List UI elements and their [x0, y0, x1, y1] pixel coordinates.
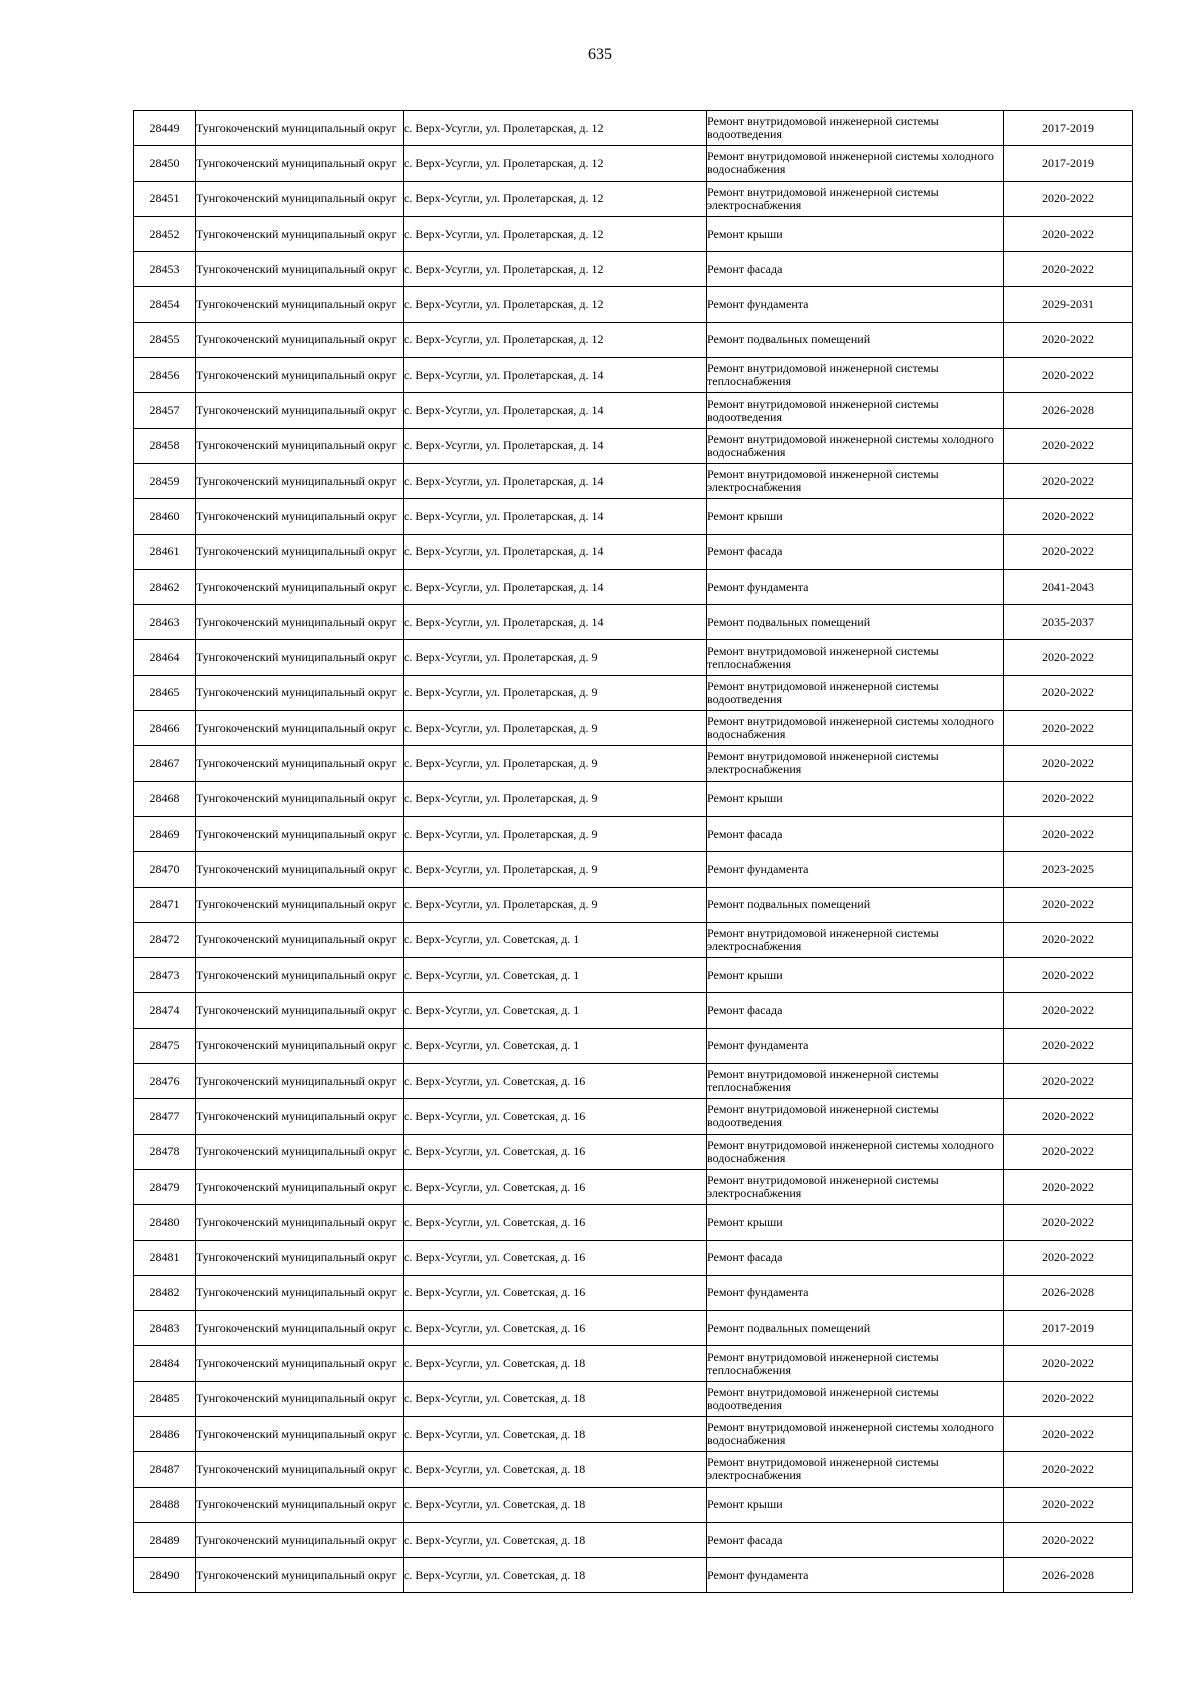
work-type-cell: Ремонт фундамента — [707, 1028, 1004, 1063]
row-number-cell: 28469 — [134, 816, 196, 851]
address-cell: с. Верх-Усугли, ул. Советская, д. 16 — [404, 1134, 707, 1169]
address-cell: с. Верх-Усугли, ул. Советская, д. 16 — [404, 1275, 707, 1310]
work-type-cell: Ремонт фасада — [707, 1240, 1004, 1275]
row-number-cell: 28480 — [134, 1205, 196, 1240]
district-cell: Тунгокоченский муниципальный округ — [196, 640, 404, 675]
period-cell: 2017-2019 — [1004, 146, 1133, 181]
row-number-cell: 28449 — [134, 111, 196, 146]
table-row — [134, 1134, 1133, 1169]
address-cell: с. Верх-Усугли, ул. Советская, д. 18 — [404, 1558, 707, 1593]
period-cell: 2020-2022 — [1004, 993, 1133, 1028]
address-cell: с. Верх-Усугли, ул. Советская, д. 18 — [404, 1487, 707, 1522]
row-number-cell: 28460 — [134, 499, 196, 534]
district-cell: Тунгокоченский муниципальный округ — [196, 499, 404, 534]
period-cell: 2026-2028 — [1004, 393, 1133, 428]
work-type-cell: Ремонт внутридомовой инженерной системы электроснабжения — [707, 181, 1004, 216]
work-type-cell: Ремонт внутридомовой инженерной системы холодного водоснабжения — [707, 1134, 1004, 1169]
work-type-cell: Ремонт крыши — [707, 216, 1004, 251]
work-type-cell: Ремонт внутридомовой инженерной системы водоотведения — [707, 1099, 1004, 1134]
district-cell: Тунгокоченский муниципальный округ — [196, 287, 404, 322]
address-cell: с. Верх-Усугли, ул. Пролетарская, д. 9 — [404, 675, 707, 710]
district-cell: Тунгокоченский муниципальный округ — [196, 1381, 404, 1416]
district-cell: Тунгокоченский муниципальный округ — [196, 1452, 404, 1487]
address-cell: с. Верх-Усугли, ул. Советская, д. 1 — [404, 922, 707, 957]
work-type-cell: Ремонт внутридомовой инженерной системы холодного водоснабжения — [707, 146, 1004, 181]
district-cell: Тунгокоченский муниципальный округ — [196, 1311, 404, 1346]
table-row — [134, 216, 1133, 251]
row-number-cell: 28471 — [134, 887, 196, 922]
work-type-cell: Ремонт подвальных помещений — [707, 605, 1004, 640]
address-cell: с. Верх-Усугли, ул. Пролетарская, д. 14 — [404, 428, 707, 463]
work-type-cell: Ремонт крыши — [707, 781, 1004, 816]
row-number-cell: 28479 — [134, 1169, 196, 1204]
table-row — [134, 1064, 1133, 1099]
district-cell: Тунгокоченский муниципальный округ — [196, 1346, 404, 1381]
district-cell: Тунгокоченский муниципальный округ — [196, 428, 404, 463]
table-row — [134, 1205, 1133, 1240]
district-cell: Тунгокоченский муниципальный округ — [196, 1558, 404, 1593]
period-cell: 2020-2022 — [1004, 1522, 1133, 1557]
table-row — [134, 534, 1133, 569]
address-cell: с. Верх-Усугли, ул. Пролетарская, д. 14 — [404, 358, 707, 393]
table-row — [134, 322, 1133, 357]
work-type-cell: Ремонт внутридомовой инженерной системы электроснабжения — [707, 746, 1004, 781]
period-cell: 2020-2022 — [1004, 1416, 1133, 1451]
period-cell: 2020-2022 — [1004, 181, 1133, 216]
row-number-cell: 28459 — [134, 463, 196, 498]
address-cell: с. Верх-Усугли, ул. Советская, д. 16 — [404, 1169, 707, 1204]
row-number-cell: 28472 — [134, 922, 196, 957]
table-row — [134, 393, 1133, 428]
row-number-cell: 28455 — [134, 322, 196, 357]
row-number-cell: 28450 — [134, 146, 196, 181]
period-cell: 2020-2022 — [1004, 675, 1133, 710]
period-cell: 2020-2022 — [1004, 322, 1133, 357]
table-row — [134, 499, 1133, 534]
district-cell: Тунгокоченский муниципальный округ — [196, 1416, 404, 1451]
address-cell: с. Верх-Усугли, ул. Пролетарская, д. 9 — [404, 852, 707, 887]
period-cell: 2020-2022 — [1004, 816, 1133, 851]
address-cell: с. Верх-Усугли, ул. Пролетарская, д. 9 — [404, 711, 707, 746]
address-cell: с. Верх-Усугли, ул. Пролетарская, д. 9 — [404, 640, 707, 675]
period-cell: 2020-2022 — [1004, 1487, 1133, 1522]
address-cell: с. Верх-Усугли, ул. Советская, д. 1 — [404, 1028, 707, 1063]
address-cell: с. Верх-Усугли, ул. Советская, д. 1 — [404, 993, 707, 1028]
address-cell: с. Верх-Усугли, ул. Пролетарская, д. 9 — [404, 781, 707, 816]
work-type-cell: Ремонт фасада — [707, 252, 1004, 287]
period-cell: 2020-2022 — [1004, 640, 1133, 675]
table-row — [134, 287, 1133, 322]
district-cell: Тунгокоченский муниципальный округ — [196, 922, 404, 957]
work-type-cell: Ремонт внутридомовой инженерной системы водоотведения — [707, 111, 1004, 146]
district-cell: Тунгокоченский муниципальный округ — [196, 1169, 404, 1204]
row-number-cell: 28466 — [134, 711, 196, 746]
table-row — [134, 711, 1133, 746]
row-number-cell: 28476 — [134, 1064, 196, 1099]
period-cell: 2020-2022 — [1004, 463, 1133, 498]
work-type-cell: Ремонт внутридомовой инженерной системы холодного водоснабжения — [707, 711, 1004, 746]
work-type-cell: Ремонт внутридомовой инженерной системы водоотведения — [707, 393, 1004, 428]
work-type-cell: Ремонт подвальных помещений — [707, 322, 1004, 357]
table-row — [134, 816, 1133, 851]
period-cell: 2026-2028 — [1004, 1558, 1133, 1593]
work-type-cell: Ремонт фундамента — [707, 287, 1004, 322]
address-cell: с. Верх-Усугли, ул. Пролетарская, д. 14 — [404, 393, 707, 428]
table-body — [134, 111, 1133, 1593]
district-cell: Тунгокоченский муниципальный округ — [196, 322, 404, 357]
work-type-cell: Ремонт фундамента — [707, 569, 1004, 604]
address-cell: с. Верх-Усугли, ул. Советская, д. 18 — [404, 1346, 707, 1381]
district-cell: Тунгокоченский муниципальный округ — [196, 1240, 404, 1275]
work-type-cell: Ремонт фасада — [707, 816, 1004, 851]
work-type-cell: Ремонт внутридомовой инженерной системы электроснабжения — [707, 1169, 1004, 1204]
repair-schedule-table — [133, 110, 1133, 1593]
district-cell: Тунгокоченский муниципальный округ — [196, 781, 404, 816]
work-type-cell: Ремонт фасада — [707, 993, 1004, 1028]
work-type-cell: Ремонт фундамента — [707, 852, 1004, 887]
address-cell: с. Верх-Усугли, ул. Советская, д. 16 — [404, 1205, 707, 1240]
district-cell: Тунгокоченский муниципальный округ — [196, 711, 404, 746]
table-row — [134, 1275, 1133, 1310]
period-cell: 2020-2022 — [1004, 1028, 1133, 1063]
district-cell: Тунгокоченский муниципальный округ — [196, 111, 404, 146]
table-row — [134, 1169, 1133, 1204]
address-cell: с. Верх-Усугли, ул. Советская, д. 18 — [404, 1452, 707, 1487]
row-number-cell: 28483 — [134, 1311, 196, 1346]
district-cell: Тунгокоченский муниципальный округ — [196, 852, 404, 887]
district-cell: Тунгокоченский муниципальный округ — [196, 252, 404, 287]
table-row — [134, 922, 1133, 957]
table-row — [134, 111, 1133, 146]
district-cell: Тунгокоченский муниципальный округ — [196, 146, 404, 181]
address-cell: с. Верх-Усугли, ул. Пролетарская, д. 12 — [404, 181, 707, 216]
table-row — [134, 852, 1133, 887]
work-type-cell: Ремонт внутридомовой инженерной системы водоотведения — [707, 675, 1004, 710]
row-number-cell: 28481 — [134, 1240, 196, 1275]
period-cell: 2020-2022 — [1004, 1169, 1133, 1204]
address-cell: с. Верх-Усугли, ул. Советская, д. 18 — [404, 1381, 707, 1416]
district-cell: Тунгокоченский муниципальный округ — [196, 1028, 404, 1063]
row-number-cell: 28451 — [134, 181, 196, 216]
period-cell: 2020-2022 — [1004, 1346, 1133, 1381]
table-row — [134, 146, 1133, 181]
address-cell: с. Верх-Усугли, ул. Советская, д. 1 — [404, 958, 707, 993]
period-cell: 2020-2022 — [1004, 1134, 1133, 1169]
row-number-cell: 28468 — [134, 781, 196, 816]
address-cell: с. Верх-Усугли, ул. Пролетарская, д. 9 — [404, 746, 707, 781]
period-cell: 2020-2022 — [1004, 1205, 1133, 1240]
period-cell: 2020-2022 — [1004, 1381, 1133, 1416]
row-number-cell: 28470 — [134, 852, 196, 887]
work-type-cell: Ремонт фундамента — [707, 1558, 1004, 1593]
row-number-cell: 28462 — [134, 569, 196, 604]
work-type-cell: Ремонт крыши — [707, 499, 1004, 534]
district-cell: Тунгокоченский муниципальный округ — [196, 534, 404, 569]
row-number-cell: 28474 — [134, 993, 196, 1028]
period-cell: 2023-2025 — [1004, 852, 1133, 887]
work-type-cell: Ремонт внутридомовой инженерной системы электроснабжения — [707, 463, 1004, 498]
row-number-cell: 28490 — [134, 1558, 196, 1593]
row-number-cell: 28487 — [134, 1452, 196, 1487]
work-type-cell: Ремонт внутридомовой инженерной системы теплоснабжения — [707, 358, 1004, 393]
table-row — [134, 428, 1133, 463]
row-number-cell: 28457 — [134, 393, 196, 428]
table-row — [134, 781, 1133, 816]
period-cell: 2020-2022 — [1004, 958, 1133, 993]
table-row — [134, 1558, 1133, 1593]
address-cell: с. Верх-Усугли, ул. Пролетарская, д. 14 — [404, 463, 707, 498]
table-row — [134, 1381, 1133, 1416]
district-cell: Тунгокоченский муниципальный округ — [196, 216, 404, 251]
table-row — [134, 675, 1133, 710]
district-cell: Тунгокоченский муниципальный округ — [196, 1522, 404, 1557]
row-number-cell: 28454 — [134, 287, 196, 322]
table-row — [134, 958, 1133, 993]
work-type-cell: Ремонт подвальных помещений — [707, 887, 1004, 922]
period-cell: 2020-2022 — [1004, 711, 1133, 746]
row-number-cell: 28465 — [134, 675, 196, 710]
address-cell: с. Верх-Усугли, ул. Пролетарская, д. 9 — [404, 887, 707, 922]
work-type-cell: Ремонт внутридомовой инженерной системы водоотведения — [707, 1381, 1004, 1416]
district-cell: Тунгокоченский муниципальный округ — [196, 1205, 404, 1240]
district-cell: Тунгокоченский муниципальный округ — [196, 1099, 404, 1134]
row-number-cell: 28464 — [134, 640, 196, 675]
row-number-cell: 28461 — [134, 534, 196, 569]
period-cell: 2020-2022 — [1004, 252, 1133, 287]
table-row — [134, 1346, 1133, 1381]
period-cell: 2020-2022 — [1004, 216, 1133, 251]
period-cell: 2035-2037 — [1004, 605, 1133, 640]
address-cell: с. Верх-Усугли, ул. Советская, д. 16 — [404, 1064, 707, 1099]
district-cell: Тунгокоченский муниципальный округ — [196, 358, 404, 393]
period-cell: 2020-2022 — [1004, 1099, 1133, 1134]
table-row — [134, 569, 1133, 604]
period-cell: 2041-2043 — [1004, 569, 1133, 604]
row-number-cell: 28486 — [134, 1416, 196, 1451]
address-cell: с. Верх-Усугли, ул. Пролетарская, д. 14 — [404, 569, 707, 604]
work-type-cell: Ремонт внутридомовой инженерной системы теплоснабжения — [707, 1346, 1004, 1381]
district-cell: Тунгокоченский муниципальный округ — [196, 605, 404, 640]
address-cell: с. Верх-Усугли, ул. Пролетарская, д. 12 — [404, 111, 707, 146]
table-row — [134, 605, 1133, 640]
district-cell: Тунгокоченский муниципальный округ — [196, 1487, 404, 1522]
table-row — [134, 181, 1133, 216]
period-cell: 2020-2022 — [1004, 922, 1133, 957]
period-cell: 2020-2022 — [1004, 887, 1133, 922]
district-cell: Тунгокоченский муниципальный округ — [196, 746, 404, 781]
row-number-cell: 28467 — [134, 746, 196, 781]
row-number-cell: 28473 — [134, 958, 196, 993]
address-cell: с. Верх-Усугли, ул. Советская, д. 18 — [404, 1416, 707, 1451]
table-row — [134, 1522, 1133, 1557]
row-number-cell: 28458 — [134, 428, 196, 463]
address-cell: с. Верх-Усугли, ул. Пролетарская, д. 12 — [404, 252, 707, 287]
district-cell: Тунгокоченский муниципальный округ — [196, 569, 404, 604]
row-number-cell: 28489 — [134, 1522, 196, 1557]
row-number-cell: 28453 — [134, 252, 196, 287]
row-number-cell: 28484 — [134, 1346, 196, 1381]
period-cell: 2020-2022 — [1004, 499, 1133, 534]
period-cell: 2026-2028 — [1004, 1275, 1133, 1310]
period-cell: 2020-2022 — [1004, 1452, 1133, 1487]
address-cell: с. Верх-Усугли, ул. Пролетарская, д. 12 — [404, 322, 707, 357]
address-cell: с. Верх-Усугли, ул. Пролетарская, д. 14 — [404, 499, 707, 534]
address-cell: с. Верх-Усугли, ул. Пролетарская, д. 12 — [404, 287, 707, 322]
period-cell: 2020-2022 — [1004, 534, 1133, 569]
address-cell: с. Верх-Усугли, ул. Пролетарская, д. 14 — [404, 534, 707, 569]
period-cell: 2020-2022 — [1004, 358, 1133, 393]
row-number-cell: 28452 — [134, 216, 196, 251]
work-type-cell: Ремонт крыши — [707, 1487, 1004, 1522]
district-cell: Тунгокоченский муниципальный округ — [196, 816, 404, 851]
row-number-cell: 28485 — [134, 1381, 196, 1416]
table-row — [134, 1028, 1133, 1063]
district-cell: Тунгокоченский муниципальный округ — [196, 181, 404, 216]
district-cell: Тунгокоченский муниципальный округ — [196, 1275, 404, 1310]
district-cell: Тунгокоченский муниципальный округ — [196, 993, 404, 1028]
address-cell: с. Верх-Усугли, ул. Пролетарская, д. 14 — [404, 605, 707, 640]
period-cell: 2020-2022 — [1004, 746, 1133, 781]
address-cell: с. Верх-Усугли, ул. Пролетарская, д. 12 — [404, 146, 707, 181]
district-cell: Тунгокоченский муниципальный округ — [196, 463, 404, 498]
row-number-cell: 28456 — [134, 358, 196, 393]
row-number-cell: 28488 — [134, 1487, 196, 1522]
work-type-cell: Ремонт фундамента — [707, 1275, 1004, 1310]
period-cell: 2020-2022 — [1004, 428, 1133, 463]
table-row — [134, 358, 1133, 393]
table-row — [134, 1452, 1133, 1487]
work-type-cell: Ремонт внутридомовой инженерной системы теплоснабжения — [707, 640, 1004, 675]
table-row — [134, 1487, 1133, 1522]
table-row — [134, 463, 1133, 498]
address-cell: с. Верх-Усугли, ул. Советская, д. 16 — [404, 1240, 707, 1275]
address-cell: с. Верх-Усугли, ул. Пролетарская, д. 9 — [404, 816, 707, 851]
district-cell: Тунгокоченский муниципальный округ — [196, 1064, 404, 1099]
work-type-cell: Ремонт внутридомовой инженерной системы электроснабжения — [707, 922, 1004, 957]
table-row — [134, 993, 1133, 1028]
table-row — [134, 1416, 1133, 1451]
address-cell: с. Верх-Усугли, ул. Пролетарская, д. 12 — [404, 216, 707, 251]
address-cell: с. Верх-Усугли, ул. Советская, д. 16 — [404, 1099, 707, 1134]
work-type-cell: Ремонт подвальных помещений — [707, 1311, 1004, 1346]
table-row — [134, 1311, 1133, 1346]
period-cell: 2017-2019 — [1004, 1311, 1133, 1346]
table-row — [134, 746, 1133, 781]
row-number-cell: 28478 — [134, 1134, 196, 1169]
district-cell: Тунгокоченский муниципальный округ — [196, 675, 404, 710]
row-number-cell: 28463 — [134, 605, 196, 640]
district-cell: Тунгокоченский муниципальный округ — [196, 1134, 404, 1169]
table-row — [134, 1099, 1133, 1134]
table-row — [134, 887, 1133, 922]
address-cell: с. Верх-Усугли, ул. Советская, д. 18 — [404, 1522, 707, 1557]
table-row — [134, 1240, 1133, 1275]
period-cell: 2020-2022 — [1004, 1240, 1133, 1275]
district-cell: Тунгокоченский муниципальный округ — [196, 958, 404, 993]
work-type-cell: Ремонт крыши — [707, 958, 1004, 993]
period-cell: 2020-2022 — [1004, 1064, 1133, 1099]
district-cell: Тунгокоченский муниципальный округ — [196, 887, 404, 922]
row-number-cell: 28475 — [134, 1028, 196, 1063]
work-type-cell: Ремонт фасада — [707, 534, 1004, 569]
page-number: 635 — [588, 46, 612, 63]
district-cell: Тунгокоченский муниципальный округ — [196, 393, 404, 428]
work-type-cell: Ремонт внутридомовой инженерной системы холодного водоснабжения — [707, 428, 1004, 463]
work-type-cell: Ремонт крыши — [707, 1205, 1004, 1240]
table-row — [134, 640, 1133, 675]
period-cell: 2020-2022 — [1004, 781, 1133, 816]
period-cell: 2029-2031 — [1004, 287, 1133, 322]
work-type-cell: Ремонт фасада — [707, 1522, 1004, 1557]
work-type-cell: Ремонт внутридомовой инженерной системы теплоснабжения — [707, 1064, 1004, 1099]
row-number-cell: 28477 — [134, 1099, 196, 1134]
row-number-cell: 28482 — [134, 1275, 196, 1310]
work-type-cell: Ремонт внутридомовой инженерной системы электроснабжения — [707, 1452, 1004, 1487]
work-type-cell: Ремонт внутридомовой инженерной системы холодного водоснабжения — [707, 1416, 1004, 1451]
address-cell: с. Верх-Усугли, ул. Советская, д. 16 — [404, 1311, 707, 1346]
period-cell: 2017-2019 — [1004, 111, 1133, 146]
table-row — [134, 252, 1133, 287]
